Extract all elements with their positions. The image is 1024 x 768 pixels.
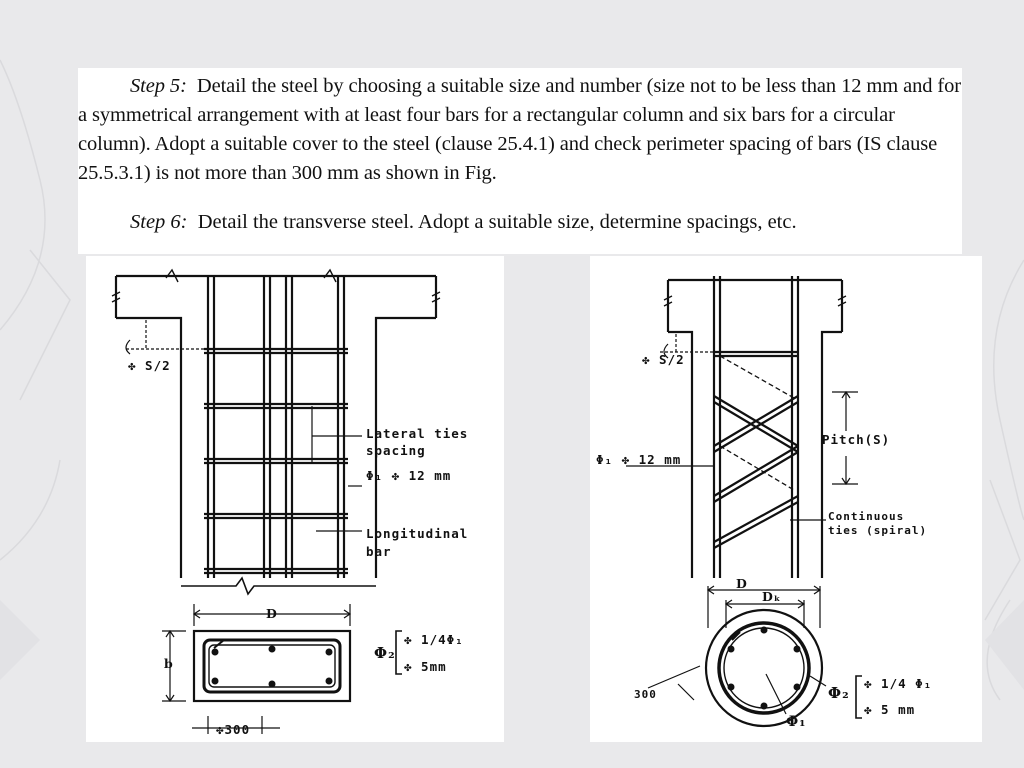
phi2-label-right: Φ₂ <box>828 684 850 702</box>
dim-300-label-left: ✤300 <box>216 722 251 737</box>
s-half-label-right: ✤ S/2 <box>642 352 685 367</box>
spiral-column-figure <box>590 256 982 742</box>
step6-paragraph <box>78 208 962 237</box>
step6-label: Step 6: <box>130 211 188 233</box>
phi1-label-right: Φ₁ <box>786 714 807 730</box>
spiral-column-drawing <box>590 256 982 742</box>
quarter-phi-label-right: ✤ 1/4 Φ₁ <box>864 676 933 691</box>
step5-text: Detail the steel by choosing a suitable size and number (size not to be less than 12 mm and for a symmetrical arrangement with at least four bars for a rectangular column and six bars for a circular column). Adopt a suitable cover to the steel (clause 25.4.1) and check perimeter spacing of bars (IS clause 25.5.3.1) is not more than 300 mm as shown in Fig. <box>78 75 962 184</box>
s-half-label-left: ✤ S/2 <box>128 358 171 373</box>
bar-label: bar <box>366 544 392 559</box>
text-panel <box>78 68 962 254</box>
tied-column-figure <box>86 256 504 742</box>
dim-dk-label: Dₖ <box>762 589 782 604</box>
quarter-phi-label-left: ✤ 1/4Φ₁ <box>404 632 464 647</box>
phi-12-label-left: Φ₁ ✤ 12 mm <box>366 468 452 483</box>
dim-b-label: b <box>164 656 174 671</box>
step5-label: Step 5: <box>130 75 187 97</box>
ties-spiral-label: ties (spiral) <box>828 524 928 537</box>
continuous-label: Continuous <box>828 510 905 523</box>
dim-300-label-right: 300 <box>634 688 657 701</box>
step5-paragraph <box>78 72 962 188</box>
phi2-label-left: Φ₂ <box>374 644 396 662</box>
spacing-label: spacing <box>366 443 426 458</box>
lateral-ties-label: Lateral ties <box>366 426 469 441</box>
phi-12-label-right: Φ₁ ✤ 12 mm <box>596 452 682 467</box>
five-mm-label-right: ✤ 5 mm <box>864 702 916 717</box>
five-mm-label-left: ✤ 5mm <box>404 659 447 674</box>
dim-d-label-right: D <box>736 576 748 591</box>
longitudinal-label: Longitudinal <box>366 526 469 541</box>
pitch-label: Pitch(S) <box>822 432 891 447</box>
dim-d-label-left: D <box>266 606 278 621</box>
step6-text: Detail the transverse steel. Adopt a suitable size, determine spacings, etc. <box>197 211 797 233</box>
